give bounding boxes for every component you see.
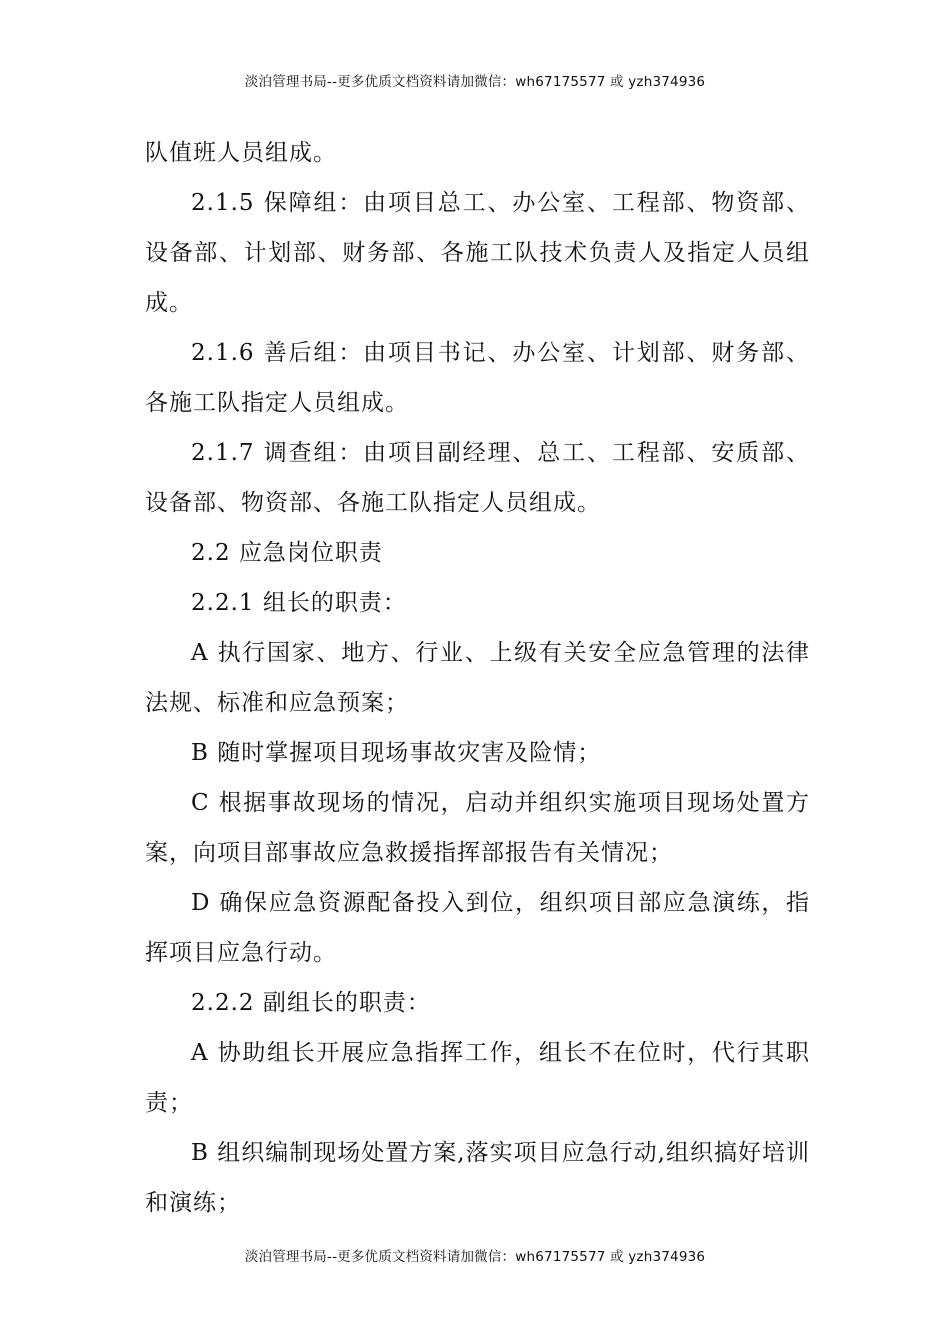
paragraph-continuation: 队值班人员组成。 (145, 140, 337, 166)
subsection-heading-2-2-2: 2.2.2 副组长的职责： (191, 990, 431, 1016)
paragraph-2-1-5: 2.1.5 保障组：由项目总工、办公室、工程部、物资部、设备部、计划部、财务部、各施工队技术负责人及指定人员组成。 (145, 190, 810, 316)
subsection-heading-2-2-1: 2.2.1 组长的职责： (191, 590, 407, 616)
page-header: 淡泊管理书局--更多优质文档资料请加微信：wh67175577 或 yzh374936 (244, 74, 706, 90)
list-item-a-2: A 协助组长开展应急指挥工作，组长不在位时，代行其职责； (145, 1040, 810, 1116)
paragraph-2-1-6: 2.1.6 善后组：由项目书记、办公室、计划部、财务部、各施工队指定人员组成。 (145, 340, 810, 416)
list-item-b-2: B 组织编制现场处置方案,落实项目应急行动,组织搞好培训和演练； (145, 1140, 810, 1216)
page-footer: 淡泊管理书局--更多优质文档资料请加微信：wh67175577 或 yzh374936 (244, 1249, 706, 1265)
list-item-b: B 随时掌握项目现场事故灾害及险情； (191, 740, 602, 766)
paragraph-2-1-7: 2.1.7 调查组：由项目副经理、总工、工程部、安质部、设备部、物资部、各施工队指定人员组成。 (145, 440, 810, 516)
list-item-d: D 确保应急资源配备投入到位，组织项目部应急演练，指挥项目应急行动。 (145, 890, 810, 966)
list-item-c: C 根据事故现场的情况，启动并组织实施项目现场处置方案，向项目部事故应急救援指挥部报告有关情况； (145, 790, 810, 866)
section-heading-2-2: 2.2 应急岗位职责 (191, 540, 383, 566)
list-item-a: A 执行国家、地方、行业、上级有关安全应急管理的法律法规、标准和应急预案； (145, 640, 810, 716)
document-body (145, 128, 810, 1228)
